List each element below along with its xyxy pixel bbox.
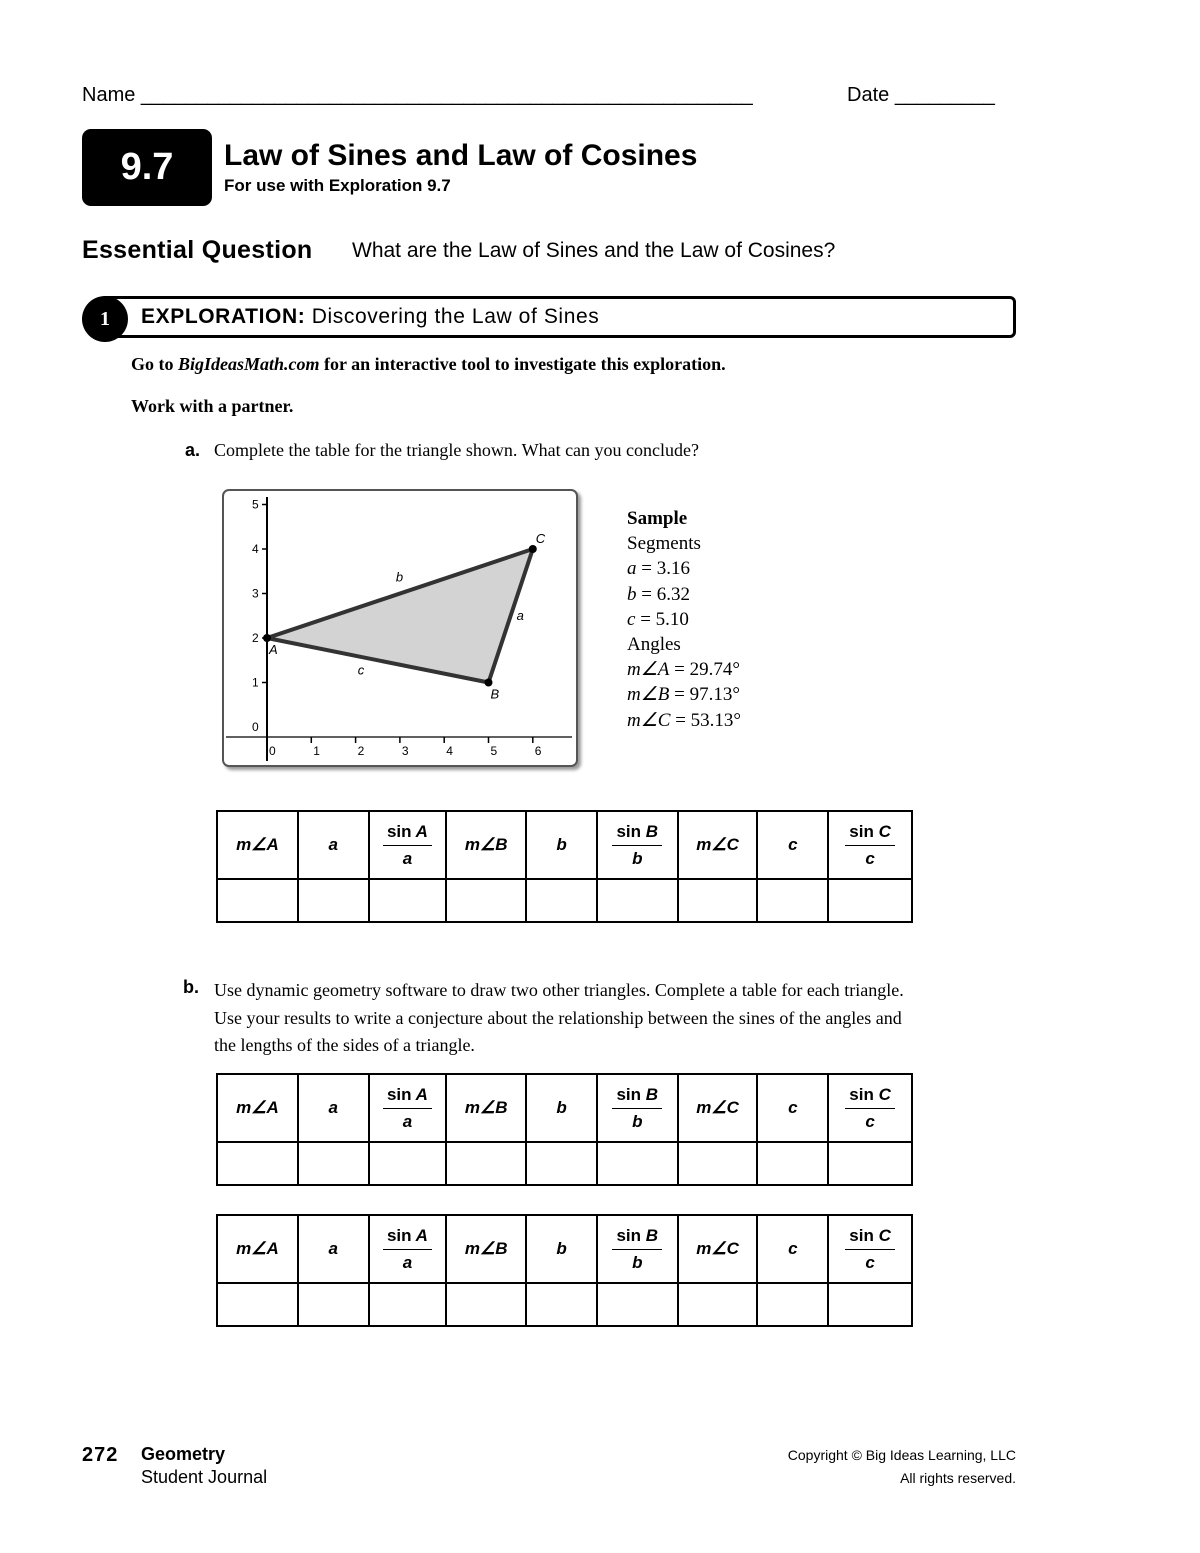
answer-cell[interactable]	[828, 1142, 912, 1185]
angle-c: m∠C = 53.13°	[627, 709, 742, 731]
rights-reserved: All rights reserved.	[900, 1470, 1016, 1486]
segment-b: b = 6.32	[627, 583, 690, 605]
sample-title: Sample	[627, 508, 688, 529]
header-side-b: b	[526, 811, 597, 879]
header-m-angle-b: m∠B	[446, 1215, 526, 1283]
answer-cell[interactable]	[446, 1283, 526, 1326]
vertex-label-c: C	[535, 531, 546, 546]
lesson-number-badge	[82, 129, 212, 206]
part-a-text: Complete the table for the triangle shown. What can you conclude?	[214, 440, 700, 460]
goto-prefix: Go to	[131, 354, 174, 374]
lesson-number: 9.7	[120, 146, 174, 188]
answer-cell[interactable]	[446, 879, 526, 922]
answer-table-3	[216, 1214, 913, 1327]
header-m-angle-a: m∠A	[217, 1215, 298, 1283]
angle-a: m∠A = 29.74°	[627, 659, 740, 681]
answer-cell[interactable]	[678, 1142, 758, 1185]
work-with-partner: Work with a partner.	[131, 396, 294, 416]
lesson-subtitle: For use with Exploration 9.7	[224, 176, 451, 195]
header-sin-c-over-c: $\frac{\text{sin C}}{c}$	[828, 811, 912, 879]
exploration-number-badge	[82, 296, 128, 342]
name-label: Name	[82, 84, 136, 106]
book-title: Geometry	[141, 1444, 226, 1464]
name-blank: _______________________________________________________	[140, 84, 753, 106]
y-tick-label: 5	[252, 497, 259, 512]
answer-cell[interactable]	[597, 1142, 678, 1185]
vertex-point-b	[485, 679, 493, 687]
answer-cell[interactable]	[678, 879, 758, 922]
header-side-b: b	[526, 1215, 597, 1283]
header-m-angle-c: m∠C	[678, 811, 758, 879]
answer-cell[interactable]	[678, 1283, 758, 1326]
page-number: 272	[82, 1444, 119, 1466]
goto-link[interactable]: BigIdeasMath.com	[178, 354, 320, 374]
exploration-title: Discovering the Law of Sines	[311, 305, 600, 328]
side-label-b: b	[395, 569, 404, 585]
header-m-angle-a: m∠A	[217, 1074, 298, 1142]
exploration-heading	[141, 305, 599, 329]
segments-label: Segments	[627, 533, 701, 555]
answer-cell[interactable]	[217, 879, 298, 922]
y-tick-label: 3	[252, 586, 259, 601]
date-field[interactable]	[847, 84, 995, 107]
answer-cell[interactable]	[757, 1142, 828, 1185]
segment-c: c = 5.10	[627, 608, 689, 630]
answer-cell[interactable]	[298, 879, 369, 922]
exploration-label: EXPLORATION:	[141, 305, 306, 328]
x-tick-label: 5	[490, 744, 498, 758]
vertex-point-c	[529, 545, 537, 553]
header-sin-b-over-b: $\frac{\text{sin B}}{b}$	[597, 811, 678, 879]
answer-cell[interactable]	[369, 879, 447, 922]
header-side-a: a	[298, 1215, 369, 1283]
y-tick-label: 4	[252, 542, 259, 556]
part-b-letter: b.	[183, 977, 199, 997]
segment-a: a = 3.16	[627, 558, 690, 580]
answer-cell[interactable]	[597, 879, 678, 922]
header-sin-c-over-c: $\frac{\text{sin C}}{c}$	[828, 1074, 912, 1142]
header-side-c: c	[757, 811, 828, 879]
side-label-a: a	[516, 607, 524, 623]
copyright: Copyright © Big Ideas Learning, LLC	[787, 1447, 1016, 1463]
answer-table-1	[216, 810, 913, 923]
part-a-letter: a.	[185, 440, 201, 460]
header-sin-a-over-a: $\frac{\text{sin A}}{a}$	[369, 1074, 447, 1142]
header-side-b: b	[526, 1074, 597, 1142]
vertex-label-a: A	[269, 642, 278, 657]
answer-cell[interactable]	[828, 879, 912, 922]
journal-title: Student Journal	[141, 1467, 268, 1487]
y-tick-label: 2	[252, 631, 259, 645]
vertex-label-b: B	[490, 686, 500, 702]
exploration-number: 1	[100, 307, 110, 330]
answer-cell[interactable]	[298, 1142, 369, 1185]
angle-b: m∠B = 97.13°	[627, 684, 740, 706]
header-m-angle-c: m∠C	[678, 1074, 758, 1142]
header-side-c: c	[757, 1074, 828, 1142]
goto-instruction	[131, 354, 726, 375]
x-tick-label: 0	[269, 744, 276, 758]
essential-question-label: Essential Question	[82, 236, 313, 264]
header-m-angle-b: m∠B	[446, 811, 526, 879]
part-b-text: Use dynamic geometry software to draw two other triangles. Complete a table for each triangle. Use your results to write a conjecture about the relationship between the sines of the angles and the lengths of the sides of a triangle.	[214, 980, 904, 1055]
header-m-angle-c: m∠C	[678, 1215, 758, 1283]
goto-suffix: for an interactive tool to investigate this exploration.	[324, 354, 726, 374]
vertex-point-a	[263, 634, 271, 642]
answer-cell[interactable]	[526, 1142, 597, 1185]
header-sin-b-over-b: $\frac{\text{sin B}}{b}$	[597, 1215, 678, 1283]
y-tick-label: 1	[252, 675, 259, 690]
answer-cell[interactable]	[217, 1142, 298, 1185]
angles-label: Angles	[627, 634, 681, 656]
answer-table-2	[216, 1073, 913, 1186]
answer-cell[interactable]	[217, 1283, 298, 1326]
side-label-c: c	[357, 662, 365, 678]
answer-cell[interactable]	[298, 1283, 369, 1326]
name-field[interactable]	[82, 84, 753, 107]
y-tick-label: 0	[252, 720, 259, 734]
answer-cell[interactable]	[526, 879, 597, 922]
answer-cell[interactable]	[757, 1283, 828, 1326]
essential-question-text: What are the Law of Sines and the Law of Cosines?	[352, 239, 836, 262]
x-tick-label: 3	[401, 744, 409, 758]
date-label: Date	[847, 84, 890, 106]
header-side-c: c	[757, 1215, 828, 1283]
answer-cell[interactable]	[369, 1142, 447, 1185]
header-sin-b-over-b: $\frac{\text{sin B}}{b}$	[597, 1074, 678, 1142]
x-tick-label: 6	[534, 744, 542, 758]
answer-cell[interactable]	[526, 1283, 597, 1326]
header-side-a: a	[298, 811, 369, 879]
triangle-graph	[222, 489, 578, 767]
answer-cell[interactable]	[597, 1283, 678, 1326]
header-side-a: a	[298, 1074, 369, 1142]
header-sin-a-over-a: $\frac{\text{sin A}}{a}$	[369, 811, 447, 879]
x-tick-label: 2	[357, 744, 365, 758]
x-tick-label: 1	[313, 744, 320, 758]
lesson-title: Law of Sines and Law of Cosines	[224, 139, 698, 172]
answer-cell[interactable]	[828, 1283, 912, 1326]
header-sin-c-over-c: $\frac{\text{sin C}}{c}$	[828, 1215, 912, 1283]
date-blank: _________	[894, 84, 995, 106]
header-m-angle-a: m∠A	[217, 811, 298, 879]
header-sin-a-over-a: $\frac{\text{sin A}}{a}$	[369, 1215, 447, 1283]
x-tick-label: 4	[446, 744, 453, 758]
sample-panel	[627, 506, 741, 733]
answer-cell[interactable]	[757, 879, 828, 922]
header-m-angle-b: m∠B	[446, 1074, 526, 1142]
answer-cell[interactable]	[369, 1283, 447, 1326]
answer-cell[interactable]	[446, 1142, 526, 1185]
